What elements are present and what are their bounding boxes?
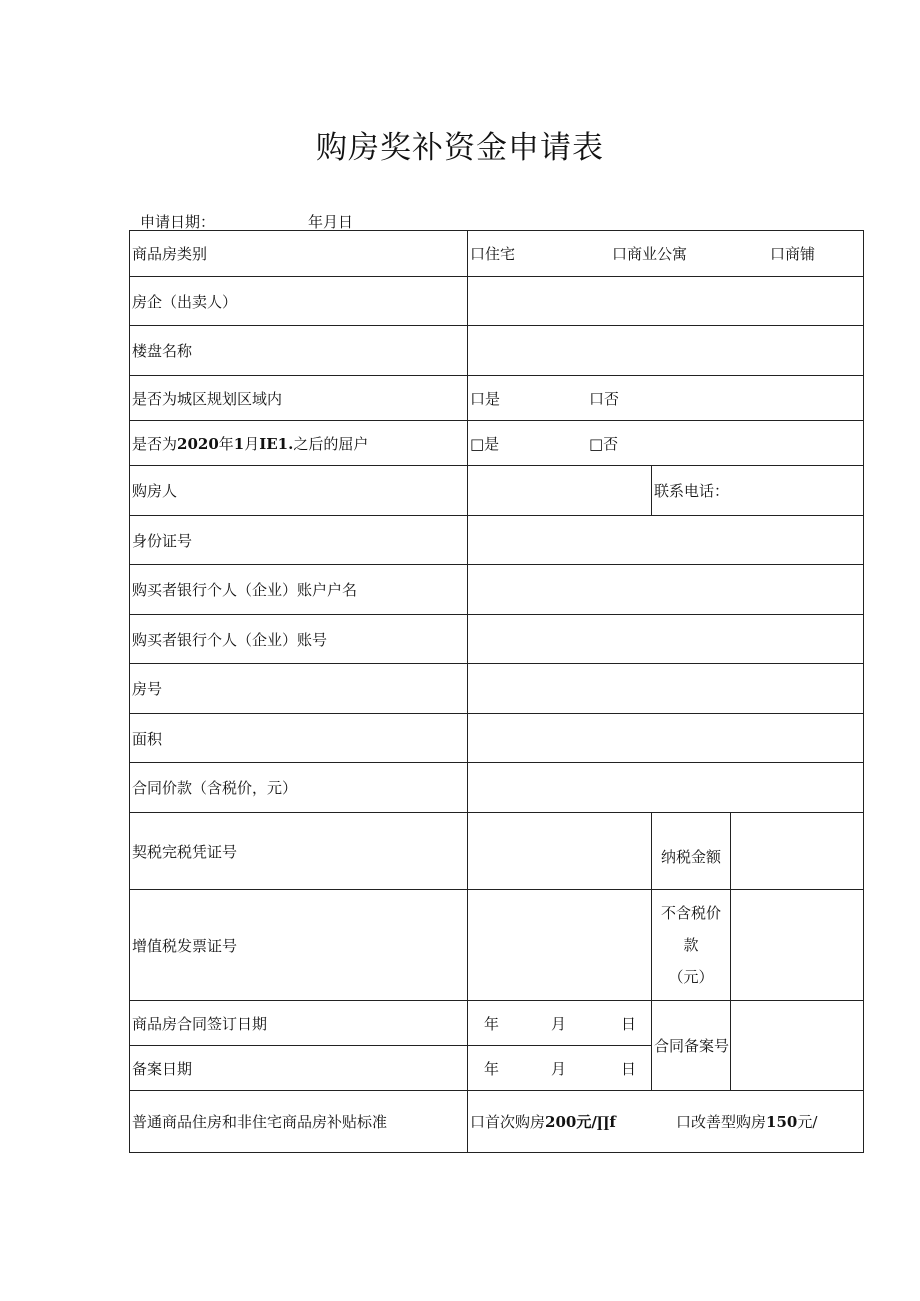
category-label: 商品房类别 [130,231,468,277]
contract-price-label: 合同价款（含税价，元） [130,763,468,813]
category-options [468,231,864,277]
row-project-name [130,326,864,376]
subsidy-option-first-purchase[interactable]: 口首次购房200元/∏f [470,1113,616,1131]
area-label: 面积 [130,714,468,763]
planning-area-label: 是否为城区规划区域内 [130,376,468,421]
id-number-label: 身份证号 [130,516,468,565]
project-name-field[interactable] [468,326,864,376]
seller-label: 房企（出卖人） [130,277,468,326]
subsidy-standard-label: 普通商品住房和非住宅商品房补贴标准 [130,1091,468,1153]
row-id-number [130,516,864,565]
filing-date-field[interactable]: 年 月 日 [468,1046,652,1091]
contract-sign-date-field[interactable]: 年 月 日 [468,1001,652,1046]
deed-tax-field[interactable] [468,813,652,890]
row-vat-invoice [130,890,864,1001]
row-subsidy-standard [130,1091,864,1153]
vat-invoice-label: 增值税发票证号 [130,890,468,1001]
row-bank-account-number [130,615,864,664]
seller-field[interactable] [468,277,864,326]
application-form-table [129,230,864,1153]
page-title: 购房奖补资金申请表 [316,130,604,166]
filing-number-label: 合同备案号 [652,1001,731,1091]
buyer-label: 购房人 [130,466,468,516]
planning-area-option-yes[interactable]: 口是 [470,389,501,408]
application-date-value: 年月日 [308,213,354,231]
bank-account-number-label: 购买者银行个人（企业）账号 [130,615,468,664]
room-number-label: 房号 [130,664,468,714]
contract-price-field[interactable] [468,763,864,813]
contract-sign-date-label: 商品房合同签订日期 [130,1001,468,1046]
phone-label[interactable]: 联系电话： [652,466,864,516]
vat-invoice-field[interactable] [468,890,652,1001]
bank-account-name-field[interactable] [468,565,864,615]
tax-amount-label: 纳税金额 [652,813,731,890]
subsidy-standard-options [468,1091,864,1153]
row-contract-price [130,763,864,813]
bank-account-name-label: 购买者银行个人（企业）账户户名 [130,565,468,615]
row-category [130,231,864,277]
application-date-label: 申请日期： [140,213,216,231]
filing-number-field[interactable] [731,1001,864,1091]
category-option-shop[interactable]: 口商铺 [770,245,816,263]
after-2020-option-no[interactable]: □否 [589,434,619,453]
row-area [130,714,864,763]
row-buyer [130,466,864,516]
row-seller [130,277,864,326]
bank-account-number-field[interactable] [468,615,864,664]
pre-tax-price-field[interactable] [731,890,864,1001]
row-room-number [130,664,864,714]
after-2020-options [468,421,864,466]
buyer-field[interactable] [468,466,652,516]
application-date-line [140,211,354,232]
project-name-label: 楼盘名称 [130,326,468,376]
filing-date-label: 备案日期 [130,1046,468,1091]
after-2020-label: 是否为2020年1月IE1.之后的屈户 [130,421,468,466]
row-deed-tax [130,813,864,890]
deed-tax-label: 契税完税凭证号 [130,813,468,890]
room-number-field[interactable] [468,664,864,714]
subsidy-option-improvement-purchase[interactable]: 口改善型购房150元/ [676,1113,818,1131]
row-planning-area [130,376,864,421]
id-number-field[interactable] [468,516,864,565]
planning-area-options [468,376,864,421]
after-2020-option-yes[interactable]: □是 [470,434,500,453]
row-after-2020 [130,421,864,466]
tax-amount-field[interactable] [731,813,864,890]
category-option-residential[interactable]: 口住宅 [470,245,516,263]
pre-tax-price-label: 不含税价款 （元） [652,890,731,1001]
row-contract-sign-date [130,1001,864,1046]
row-bank-account-name [130,565,864,615]
area-field[interactable] [468,714,864,763]
category-option-commercial-apartment[interactable]: 口商业公寓 [612,245,688,263]
planning-area-option-no[interactable]: 口否 [589,389,620,408]
